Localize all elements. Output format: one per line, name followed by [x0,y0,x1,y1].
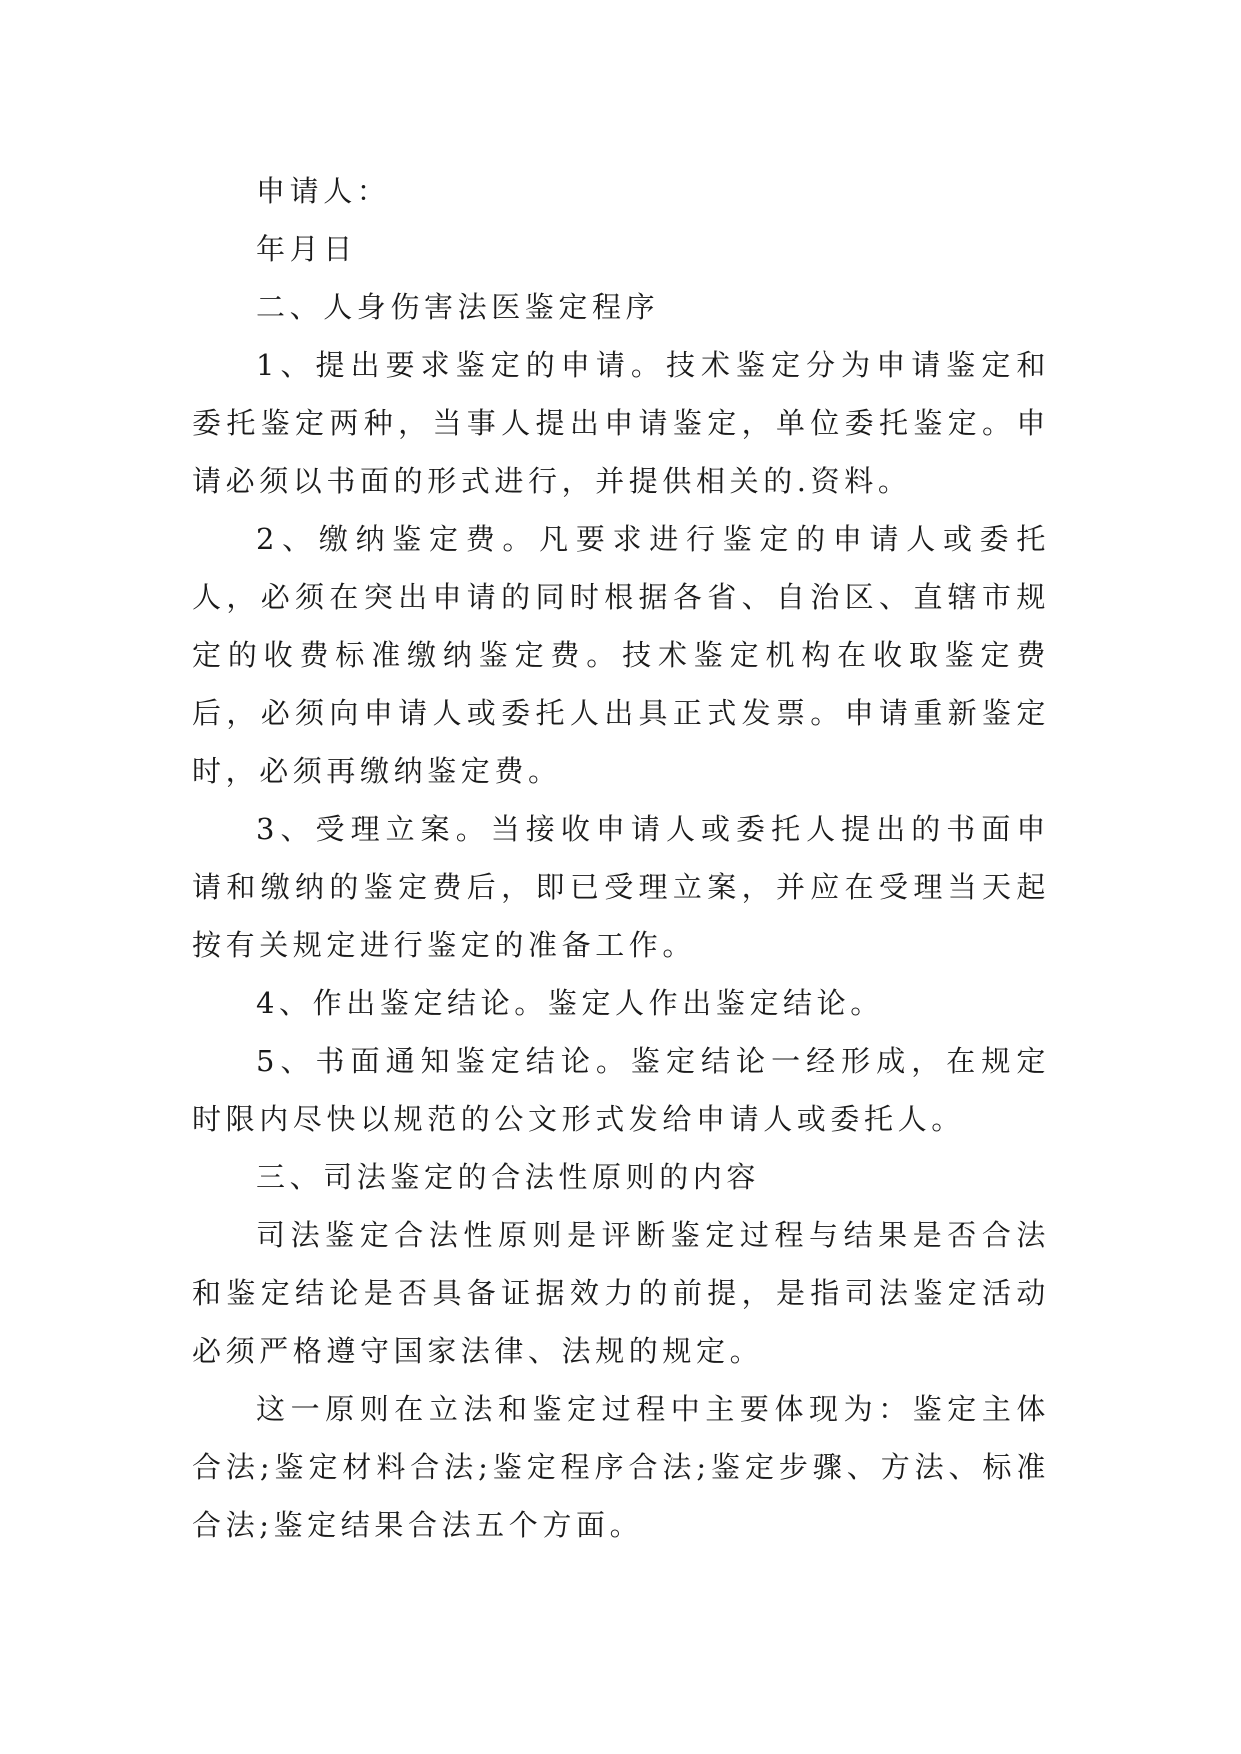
date-line: 年月日 [256,232,357,266]
section-heading-2: 二、人身伤害法医鉴定程序 [256,290,660,324]
section-heading-3: 三、司法鉴定的合法性原则的内容 [256,1160,761,1194]
applicant-line: 申请人： [256,174,391,208]
legality-principle-paragraph: 司法鉴定合法性原则是评断鉴定过程与结果是否合法和鉴定结论是否具备证据效力的前提，是指司法鉴定活动必须严格遵守国家法律、法规的规定。 [192,1218,1050,1368]
step-2-paragraph: 2、缴纳鉴定费。凡要求进行鉴定的申请人或委托人，必须在突出申请的同时根据各省、自治区、直辖市规定的收费标准缴纳鉴定费。技术鉴定机构在收取鉴定费后，必须向申请人或委托人出具正式发票。申请重新鉴定时，必须再缴纳鉴定费。 [192,522,1050,788]
legality-aspects-paragraph: 这一原则在立法和鉴定过程中主要体现为：鉴定主体合法;鉴定材料合法;鉴定程序合法;鉴定步骤、方法、标准合法;鉴定结果合法五个方面。 [192,1392,1050,1542]
step-4-paragraph: 4、作出鉴定结论。鉴定人作出鉴定结论。 [256,986,884,1020]
document-body [192,162,1050,1554]
step-3-paragraph: 3、受理立案。当接收申请人或委托人提出的书面申请和缴纳的鉴定费后，即已受理立案，并应在受理当天起按有关规定进行鉴定的准备工作。 [192,812,1050,962]
step-5-paragraph: 5、书面通知鉴定结论。鉴定结论一经形成，在规定时限内尽快以规范的公文形式发给申请人或委托人。 [192,1044,1050,1136]
step-1-paragraph: 1、提出要求鉴定的申请。技术鉴定分为申请鉴定和委托鉴定两种，当事人提出申请鉴定，单位委托鉴定。申请必须以书面的形式进行，并提供相关的.资料。 [192,348,1050,498]
